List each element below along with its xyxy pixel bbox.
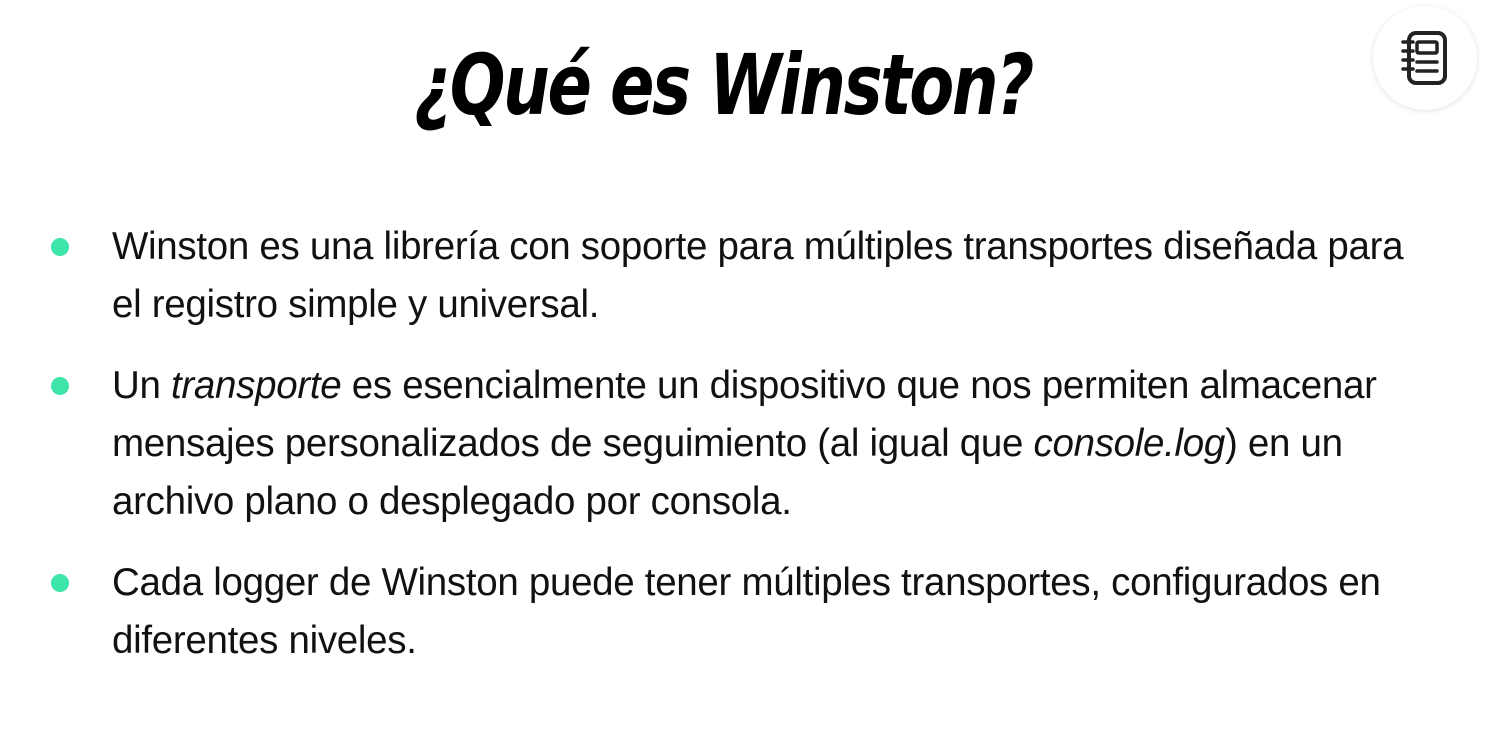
bullet-dot xyxy=(51,238,69,256)
bullet-text: Cada logger de Winston puede tener múltiples transportes, configurados en diferentes niveles. xyxy=(112,561,1381,662)
bullet-list xyxy=(0,218,1486,693)
bullet-text: Winston es una librería con soporte para múltiples transportes diseñada para el registro simple y universal. xyxy=(112,225,1404,326)
bullet-item xyxy=(0,554,1486,670)
bullet-dot xyxy=(51,377,69,395)
bullet-emphasis: console.log xyxy=(1033,422,1225,465)
bullet-item xyxy=(0,357,1486,531)
bullet-text-part: ) en un archivo plano o desplegado por consola. xyxy=(112,422,1343,523)
bullet-text-part: es esencialmente un dispositivo que nos permiten almacenar mensajes personalizados de seguimiento (al igual que xyxy=(112,364,1377,465)
speaker-notes-button[interactable] xyxy=(1373,6,1477,110)
bullet-text-part: Un xyxy=(112,364,172,407)
slide-title: ¿Qué es Winston? xyxy=(414,36,1032,134)
bullet-emphasis: transporte xyxy=(171,364,342,407)
notebook-icon xyxy=(1400,30,1450,86)
bullet-dot xyxy=(51,574,69,592)
bullet-item xyxy=(0,218,1486,334)
